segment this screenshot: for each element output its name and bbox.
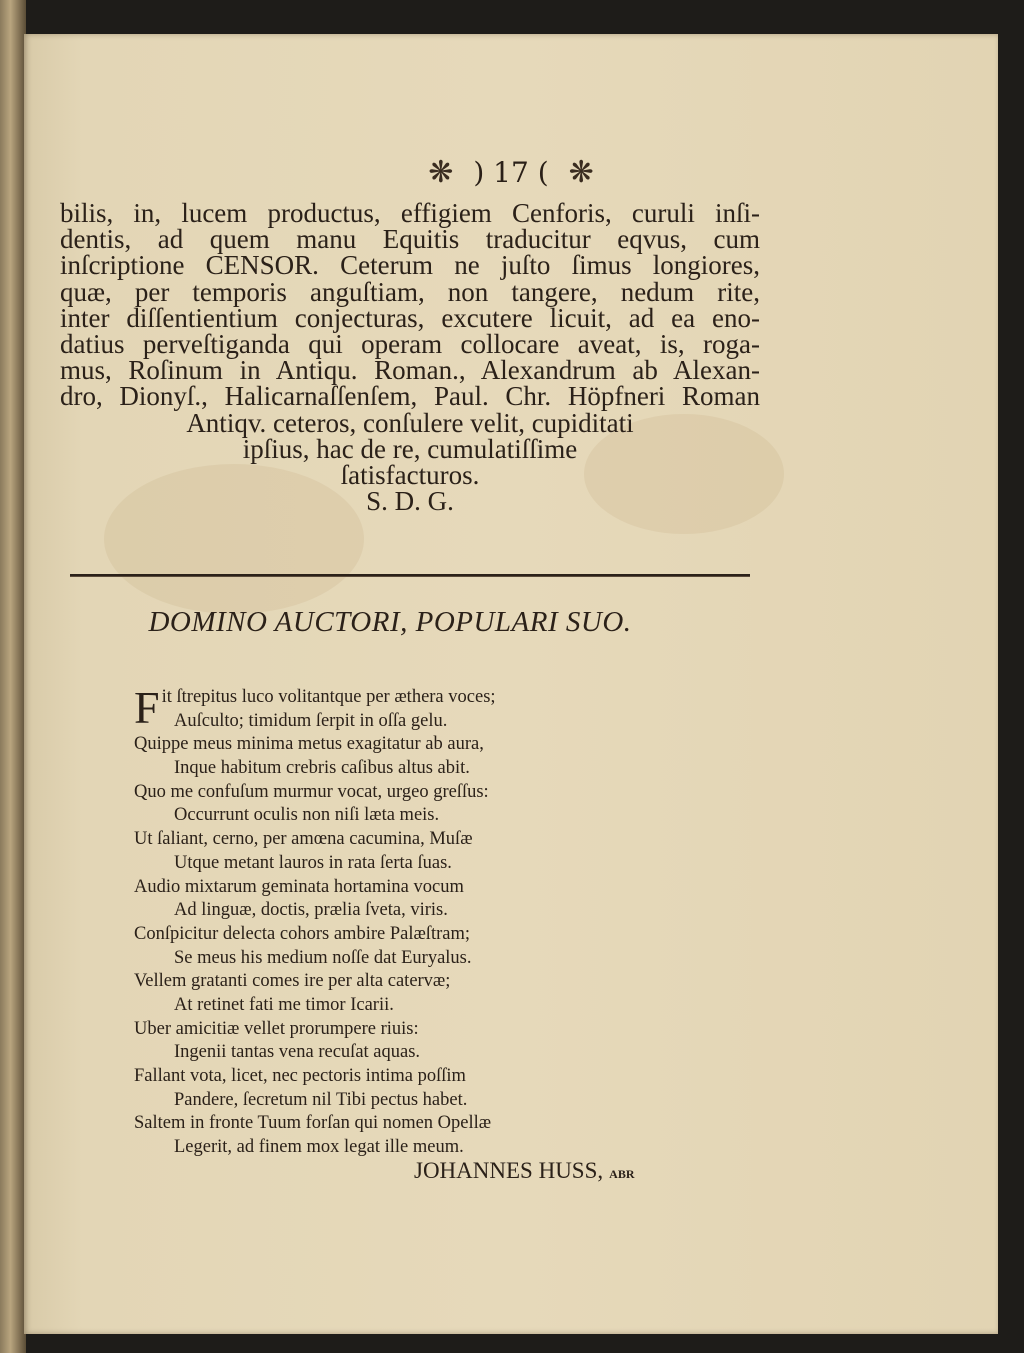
poem-line: Inque habitum crebris caſibus altus abit. [174,758,470,779]
prose-line: datius perveſtiganda qui operam collocare aveat, is, roga- [60,328,760,359]
book-page [24,34,998,1334]
author-name: JOHANNES HUSS, [414,1158,604,1183]
catchword: ABR [609,1167,635,1181]
poem-line: Fallant vota, licet, nec pectoris intima poſſim [134,1066,466,1086]
prose-line: quæ, per temporis anguſtiam, non tangere, nedum rite, [60,276,760,307]
poem-line: Audio mixtarum geminata hortamina vocum [134,876,464,897]
poem-line: Occurrunt oculis non niſi læta meis. [174,805,440,826]
poem-line: Quippe meus minima metus exagitatur ab aura, [134,734,484,755]
prose-line: inter diſſentientium conjecturas, excutere licuit, ad ea eno- [60,302,760,333]
poem [134,682,694,1160]
poem-line: Ad linguæ, doctis, prælia ſveta, viris. [174,900,448,921]
poem-line: Quo me confuſum murmur vocat, urgeo greſſus: [134,781,489,802]
poem-title: DOMINO AUCTORI, POPULARI SUO. [148,606,632,638]
author-signature [414,1158,635,1184]
running-header [24,152,998,192]
poem-line: Pandere, ſecretum nil Tibi pectus habet. [174,1089,468,1110]
ornament-left-icon: ❋ [428,154,454,190]
poem-line: Saltem in fronte Tuum forſan qui nomen Opellæ [134,1113,492,1134]
poem-line: Ingenii tantas vena recuſat aquas. [174,1042,421,1063]
ornament-right-icon: ❋ [568,154,594,190]
prose-line: bilis, in, lucem productus, effigiem Cenforis, curuli inſi- [60,198,760,228]
prose-line: dentis, ad quem manu Equitis traducitur eqvus, cum [60,224,760,255]
page-number: ) 17 ( [473,155,549,189]
poem-line: At retinet fati me timor Icarii. [174,994,394,1015]
poem-line: Auſculto; timidum ſerpit in oſſa gelu. [174,710,448,731]
poem-line: Vellem gratanti comes ire per alta catervæ; [134,971,451,992]
drop-cap: F [134,682,160,733]
prose-line: mus, Roſinum in Antiqu. Roman., Alexandrum ab Alexan- [60,355,760,386]
prose-line: ſatisfacturos. [340,459,480,490]
section-divider [70,574,750,577]
poem-line: Se meus his medium noſſe dat Euryalus. [174,947,472,968]
prose-paragraph [60,198,760,517]
prose-line: ipſius, hac de re, cumulatiſſime [242,433,578,464]
prose-line: Antiqv. ceteros, conſulere velit, cupiditati [186,407,634,438]
prose-line: inſcriptione CENSOR. Ceterum ne juſto ſimus longiores, [60,250,760,281]
prose-line: dro, Dionyſ., Halicarnaſſenſem, Paul. Chr. Höpfneri Roman [60,381,760,412]
closing-formula: S. D. G. [366,486,454,517]
poem-line: Conſpicitur delecta cohors ambire Palæſtram; [134,923,470,944]
poem-line: Legerit, ad finem mox legat ille meum. [174,1137,464,1158]
book-spine-edge [0,0,26,1353]
poem-line: Uber amicitiæ vellet prorumpere riuis: [134,1018,419,1039]
poem-line: Utque metant lauros in rata ſerta ſuas. [174,852,452,873]
poem-line: Ut ſaliant, cerno, per amœna cacumina, Muſæ [134,829,473,850]
poem-line: Fit ſtrepitus luco volitantque per æthera voces; [134,682,496,733]
